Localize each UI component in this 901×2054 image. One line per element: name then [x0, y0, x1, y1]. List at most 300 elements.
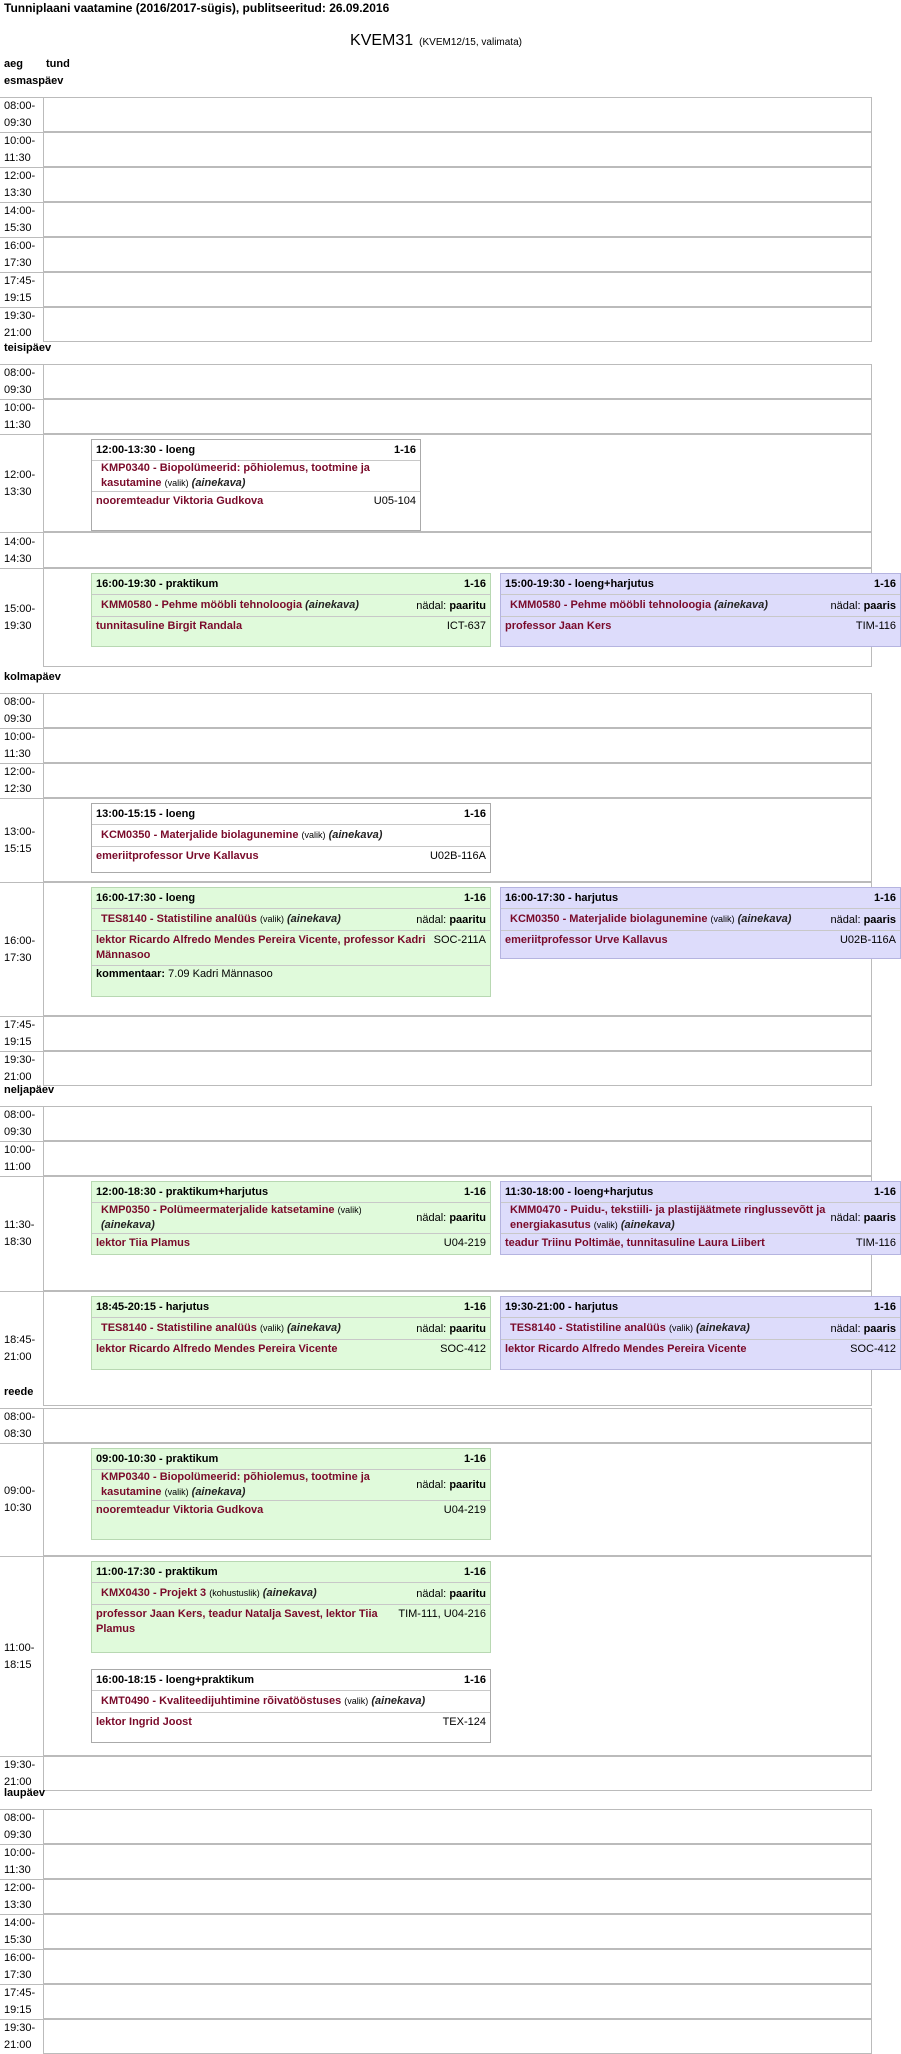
lesson-cell [43, 1177, 896, 1291]
course-code-name[interactable]: TES8140 - Statistiline analüüs [101, 1322, 257, 1334]
lesson-header [92, 440, 420, 460]
time-start: 19:30- [4, 1054, 36, 1066]
group-title [0, 32, 872, 50]
course-syllabus-link[interactable]: (ainekava) [620, 1219, 675, 1231]
lesson-course-row [92, 1690, 490, 1712]
lesson-teacher-room [501, 930, 900, 950]
teacher-names[interactable]: lektor Ingrid Joost [96, 1716, 192, 1728]
course-syllabus-link[interactable]: (ainekava) [714, 599, 768, 611]
course-link[interactable] [101, 598, 359, 613]
lesson-cell [43, 1409, 872, 1443]
time-slot-row [0, 1984, 872, 2019]
time-start: 08:00- [4, 1411, 36, 1423]
lesson-card[interactable] [500, 887, 901, 959]
time-range [4, 764, 35, 798]
time-slot-row [0, 1176, 896, 1291]
teacher-names[interactable]: emeriitprofessor Urve Kallavus [96, 850, 259, 862]
lesson-cell [43, 98, 872, 132]
room: TIM-111, U04-216 [398, 1608, 486, 1620]
lesson-time-type: 12:00-13:30 - loeng [96, 444, 196, 456]
time-slot-row [0, 237, 872, 272]
lesson-course-row [92, 824, 490, 846]
course-syllabus-link[interactable]: (ainekava) [696, 1322, 750, 1334]
lesson-cell [43, 1950, 872, 1984]
lesson-card[interactable] [500, 1296, 901, 1370]
lesson-time-type: 16:00-17:30 - loeng [96, 892, 196, 904]
course-code-name[interactable]: KMP0340 - Biopolümeerid: põhiolemus, tootmine ja kasutamine [101, 462, 370, 489]
time-start: 12:00- [4, 766, 36, 778]
course-syllabus-link[interactable]: (ainekava) [287, 913, 341, 925]
time-cell [0, 238, 43, 272]
course-link[interactable] [101, 1694, 425, 1709]
room: TIM-116 [855, 1237, 896, 1249]
lesson-time-type: 16:00-17:30 - harjutus [505, 892, 619, 904]
time-cell [0, 400, 43, 434]
time-end: 14:30 [4, 552, 32, 565]
time-start: 19:30- [4, 1759, 36, 1771]
lesson-teacher-room [92, 1712, 490, 1732]
time-slot-row [0, 1408, 872, 1443]
lesson-weeks: 1-16 [873, 1186, 896, 1198]
time-cell [0, 2020, 43, 2054]
lesson-cell [43, 1845, 872, 1879]
lesson-cell [43, 569, 896, 667]
lesson-time-type: 19:30-21:00 - harjutus [505, 1301, 619, 1313]
time-slot-row [0, 1016, 872, 1051]
time-end: 11:30 [4, 152, 31, 164]
lesson-time-type: 09:00-10:30 - praktikum [96, 1453, 219, 1465]
time-slot-row [0, 167, 872, 202]
time-end: 13:30 [4, 485, 32, 498]
time-end: 21:00 [4, 1351, 32, 1363]
lesson-cell [43, 799, 872, 882]
time-slot-row [0, 882, 896, 1016]
teacher-names[interactable]: lektor Ricardo Alfredo Mendes Pereira Vicente [505, 1343, 747, 1355]
time-slot-row [0, 1844, 872, 1879]
week-parity [831, 914, 896, 926]
time-end: 09:30 [4, 713, 32, 725]
time-range [4, 601, 35, 635]
day-heading: teisipäev [4, 342, 52, 354]
lesson-card[interactable] [500, 573, 901, 647]
week-parity-label: nädal: [416, 1322, 447, 1335]
column-header-time: aeg [4, 58, 23, 70]
time-cell [0, 435, 43, 532]
lesson-card[interactable] [91, 439, 421, 531]
time-slot-row [0, 1556, 872, 1756]
lesson-cell [43, 1017, 872, 1051]
room: U02B-116A [839, 934, 896, 946]
lesson-card[interactable] [91, 887, 491, 997]
time-slot-row [0, 1443, 872, 1556]
time-range [4, 365, 35, 399]
lesson-cell [43, 168, 872, 202]
time-cell [0, 799, 43, 882]
course-choice: (valik) [259, 1323, 284, 1333]
time-slot-row [0, 1141, 872, 1176]
course-link[interactable] [510, 598, 768, 613]
course-code-name[interactable]: KMP0350 - Polümeermaterjalide katsetamine [101, 1204, 335, 1216]
time-slot-row [0, 2019, 872, 2054]
lesson-cell [43, 883, 896, 1016]
time-start: 08:00- [4, 696, 36, 708]
time-range [4, 308, 35, 342]
teacher-names[interactable]: lektor Tiia Plamus [96, 1237, 190, 1249]
lesson-course-row [92, 1202, 490, 1233]
course-link[interactable] [101, 1586, 317, 1601]
time-start: 13:00- [4, 825, 36, 838]
lesson-course-row [92, 1582, 490, 1604]
lesson-time-type: 15:00-19:30 - loeng+harjutus [505, 578, 654, 590]
lesson-course-row [92, 1469, 490, 1500]
week-parity-label: nädal: [830, 1212, 861, 1224]
time-cell [0, 133, 43, 167]
course-syllabus-link[interactable]: (ainekava) [328, 829, 383, 841]
course-choice: (valik) [301, 830, 326, 840]
course-code-name[interactable]: KCM0350 - Materjalide biolagunemine [101, 829, 299, 841]
time-slot-row [0, 1106, 872, 1141]
lesson-time-type: 13:00-15:15 - loeng [96, 808, 196, 820]
course-link[interactable] [101, 461, 416, 491]
lesson-header [92, 1562, 490, 1582]
time-slot-row [0, 1291, 896, 1406]
course-choice: (valik) [668, 1323, 693, 1333]
time-slot-row [0, 132, 872, 167]
week-parity-label: nädal: [416, 1587, 447, 1600]
week-parity-value: paaritu [449, 599, 486, 612]
time-slot-row [0, 1879, 872, 1914]
lesson-course-row [92, 908, 490, 930]
week-parity [416, 1588, 486, 1600]
lesson-time-type: 11:00-17:30 - praktikum [96, 1566, 218, 1578]
teacher-names[interactable]: nooremteadur Viktoria Gudkova [96, 1504, 264, 1516]
week-parity-value: paaritu [449, 1212, 486, 1224]
lesson-card[interactable] [91, 1296, 491, 1370]
teacher-names[interactable]: tunnitasuline Birgit Randala [96, 620, 243, 632]
time-start: 16:00- [4, 240, 36, 252]
time-slot-row [0, 1756, 872, 1791]
time-range [4, 1142, 35, 1176]
course-syllabus-link[interactable]: (ainekava) [287, 1322, 341, 1334]
time-range [4, 1757, 35, 1791]
lesson-cell [43, 133, 872, 167]
week-parity-label: nädal: [416, 599, 447, 612]
lesson-cell [43, 1107, 872, 1141]
lesson-course-row [501, 1317, 900, 1339]
time-slot-row [0, 1809, 872, 1844]
lesson-teacher-room [92, 1604, 490, 1639]
lesson-cell [43, 273, 872, 307]
teacher-names[interactable]: lektor Ricardo Alfredo Mendes Pereira Vicente [96, 1343, 338, 1355]
lesson-card[interactable] [91, 1669, 491, 1743]
time-start: 08:00- [4, 1109, 36, 1121]
time-slot-row [0, 399, 872, 434]
time-end: 11:00 [4, 1161, 31, 1173]
lesson-cell [43, 533, 872, 568]
week-parity-value: paaris [863, 599, 896, 612]
time-end: 18:30 [4, 1236, 32, 1248]
room: TEX-124 [442, 1716, 486, 1728]
time-range [4, 1845, 35, 1879]
time-end: 21:00 [4, 1071, 32, 1083]
lesson-teacher-room [92, 616, 490, 636]
time-start: 19:30- [4, 310, 36, 322]
time-cell [0, 533, 43, 568]
week-parity-value: paaris [863, 1322, 896, 1335]
course-code-name[interactable]: KCM0350 - Materjalide biolagunemine [510, 913, 708, 925]
time-range [4, 1950, 35, 1984]
teacher-names[interactable]: teadur Triinu Poltimäe, tunnitasuline Laura Liibert [505, 1237, 765, 1249]
course-code-name[interactable]: TES8140 - Statistiline analüüs [510, 1322, 666, 1334]
lesson-weeks: 1-16 [463, 1453, 486, 1465]
lesson-weeks: 1-16 [873, 578, 896, 590]
time-start: 16:00- [4, 934, 36, 947]
time-start: 12:00- [4, 468, 36, 481]
course-choice: (valik) [344, 1696, 369, 1706]
time-end: 15:30 [4, 222, 32, 234]
course-link[interactable] [101, 828, 382, 843]
time-range [4, 400, 35, 434]
time-range [4, 238, 35, 272]
room: SOC-211A [433, 934, 486, 946]
time-end: 13:30 [4, 187, 32, 199]
lesson-weeks: 1-16 [393, 444, 416, 456]
time-start: 17:45- [4, 275, 36, 287]
course-syllabus-link[interactable]: (ainekava) [191, 477, 246, 489]
time-range [4, 933, 35, 967]
time-range [4, 1640, 34, 1674]
time-slot-row [0, 532, 872, 568]
time-end: 17:30 [4, 257, 32, 269]
time-end: 11:30 [4, 419, 31, 431]
lesson-cell [43, 2020, 872, 2054]
day-heading: reede [4, 1386, 34, 1398]
time-slot-row [0, 307, 872, 342]
lesson-cell [43, 1142, 872, 1176]
teacher-names[interactable]: nooremteadur Viktoria Gudkova [96, 495, 264, 507]
lesson-header [501, 888, 900, 908]
lesson-header [92, 804, 490, 824]
week-parity [831, 1212, 896, 1224]
group-subtitle: (KVEM12/15, valimata) [419, 37, 522, 48]
teacher-names[interactable]: lektor Ricardo Alfredo Mendes Pereira Vicente, professor Kadri Männasoo [96, 934, 426, 961]
lesson-card[interactable] [91, 573, 491, 647]
week-parity-value: paaritu [449, 1479, 486, 1491]
course-syllabus-link[interactable]: (ainekava) [191, 1486, 246, 1498]
time-cell [0, 1017, 43, 1051]
course-code-name[interactable]: KMT0490 - Kvaliteedijuhtimine rõivatööstuses [101, 1695, 342, 1707]
course-link[interactable] [510, 1321, 750, 1336]
course-choice: (kohustuslik) [209, 1588, 260, 1598]
time-cell [0, 1444, 43, 1556]
course-link[interactable] [101, 1470, 416, 1500]
time-slot-row [0, 763, 872, 798]
time-end: 11:30 [4, 748, 31, 760]
time-cell [0, 203, 43, 237]
lesson-weeks: 1-16 [873, 1301, 896, 1313]
week-parity-label: nädal: [416, 1479, 447, 1491]
time-cell [0, 1845, 43, 1879]
lesson-teacher-room [92, 1500, 490, 1520]
time-range [4, 1915, 35, 1949]
lesson-time-type: 16:00-18:15 - loeng+praktikum [96, 1674, 255, 1686]
time-slot-row [0, 728, 872, 763]
time-range [4, 467, 35, 501]
course-code-name[interactable]: KMM0580 - Pehme mööbli tehnoloogia [101, 599, 303, 611]
time-slot-row [0, 1949, 872, 1984]
time-start: 10:00- [4, 1144, 36, 1156]
time-slot-row [0, 1051, 872, 1086]
lesson-card[interactable] [91, 1561, 491, 1653]
time-slot-row [0, 202, 872, 237]
lesson-header [92, 1670, 490, 1690]
lesson-header [501, 574, 900, 594]
time-cell [0, 1052, 43, 1086]
time-start: 16:00- [4, 1952, 36, 1964]
time-cell [0, 1557, 43, 1756]
time-end: 09:30 [4, 117, 32, 129]
lesson-card[interactable] [91, 1448, 491, 1540]
course-choice: (valik) [593, 1220, 618, 1230]
time-end: 19:15 [4, 292, 32, 304]
time-cell [0, 1950, 43, 1984]
time-end: 09:30 [4, 384, 32, 396]
teacher-names[interactable]: emeriitprofessor Urve Kallavus [505, 934, 668, 946]
course-code-name[interactable]: KMP0340 - Biopolümeerid: põhiolemus, tootmine ja kasutamine [101, 1471, 370, 1498]
week-parity-label: nädal: [416, 913, 447, 926]
time-cell [0, 1142, 43, 1176]
course-code-name[interactable]: KMM0580 - Pehme mööbli tehnoloogia [510, 599, 712, 611]
lesson-card[interactable] [91, 803, 491, 873]
lesson-cell [43, 400, 872, 434]
lesson-cell [43, 435, 872, 532]
lesson-cell [43, 1052, 872, 1086]
time-start: 17:45- [4, 1019, 36, 1031]
course-link[interactable] [510, 1203, 831, 1233]
teacher-names[interactable]: professor Jaan Kers, teadur Natalja Savest, lektor Tiia Plamus [96, 1608, 378, 1635]
lesson-header [92, 574, 490, 594]
time-slot-row [0, 568, 896, 667]
lesson-course-row [501, 594, 900, 616]
column-header-lesson: tund [46, 58, 70, 70]
lesson-weeks: 1-16 [463, 892, 486, 904]
course-syllabus-link[interactable]: (ainekava) [371, 1695, 426, 1707]
time-end: 21:00 [4, 2039, 32, 2051]
time-end: 12:30 [4, 783, 32, 795]
course-syllabus-link[interactable]: (ainekava) [262, 1587, 317, 1599]
lesson-teacher-room [92, 930, 490, 965]
time-start: 18:45- [4, 1334, 36, 1346]
time-range [4, 1217, 34, 1251]
lesson-cell [43, 1810, 872, 1844]
course-choice: (valik) [710, 914, 735, 924]
time-start: 08:00- [4, 367, 36, 379]
time-range [4, 98, 35, 132]
week-parity [831, 1323, 896, 1335]
lesson-cell [43, 764, 872, 798]
time-range [4, 729, 35, 763]
week-parity-value: paaris [863, 1212, 896, 1224]
lesson-card[interactable] [500, 1181, 901, 1255]
lesson-teacher-room [92, 491, 420, 511]
time-cell [0, 569, 43, 667]
comment-text: 7.09 Kadri Männasoo [168, 968, 273, 980]
course-link[interactable] [101, 912, 341, 927]
time-end: 19:30 [4, 620, 32, 632]
week-parity [416, 600, 486, 612]
time-cell [0, 1409, 43, 1443]
time-end: 17:30 [4, 951, 32, 964]
time-range [4, 203, 35, 237]
course-code-name[interactable]: TES8140 - Statistiline analüüs [101, 913, 257, 925]
lesson-cell [43, 694, 872, 728]
time-start: 12:00- [4, 170, 36, 182]
time-slot-row [0, 693, 872, 728]
time-end: 17:30 [4, 1969, 32, 1981]
time-range [4, 133, 35, 167]
teacher-names[interactable]: professor Jaan Kers [505, 620, 612, 632]
lesson-course-row [92, 594, 490, 616]
time-end: 11:30 [4, 1864, 31, 1876]
time-cell [0, 694, 43, 728]
time-range [4, 2020, 35, 2054]
lesson-time-type: 18:45-20:15 - harjutus [96, 1301, 210, 1313]
page-title: Tunniplaani vaatamine (2016/2017-sügis), publitseeritud: 26.09.2016 [4, 1, 390, 15]
course-link[interactable] [101, 1321, 341, 1336]
time-start: 19:30- [4, 2022, 36, 2034]
time-end: 15:15 [4, 842, 32, 855]
time-start: 14:00- [4, 205, 36, 217]
lesson-teacher-room [501, 1233, 900, 1253]
time-range [4, 168, 35, 202]
week-parity-value: paaritu [449, 913, 486, 926]
time-slot-row [0, 434, 872, 532]
lesson-cell [43, 1444, 872, 1556]
time-slot-row [0, 364, 872, 399]
course-syllabus-link[interactable]: (ainekava) [305, 599, 359, 611]
time-end: 08:30 [4, 1428, 32, 1440]
lesson-card[interactable] [91, 1181, 491, 1255]
course-code-name[interactable]: KMX0430 - Projekt 3 [101, 1587, 207, 1599]
room: U04-219 [443, 1504, 486, 1516]
time-start: 10:00- [4, 731, 36, 743]
lesson-weeks: 1-16 [463, 1566, 486, 1578]
time-slot-row [0, 798, 872, 882]
lesson-header [92, 1297, 490, 1317]
lesson-time-type: 12:00-18:30 - praktikum+harjutus [96, 1186, 269, 1198]
time-start: 11:00- [4, 1641, 35, 1654]
time-cell [0, 764, 43, 798]
time-end: 19:15 [4, 1036, 32, 1048]
lesson-cell [43, 729, 872, 763]
lesson-time-type: 16:00-19:30 - praktikum [96, 578, 219, 590]
lesson-course-row [92, 1317, 490, 1339]
week-parity [416, 914, 486, 926]
time-range [4, 824, 35, 858]
time-start: 12:00- [4, 1882, 36, 1894]
time-range [4, 1052, 35, 1086]
course-link[interactable] [101, 1203, 416, 1233]
course-syllabus-link[interactable]: (ainekava) [737, 913, 792, 925]
course-syllabus-link[interactable]: (ainekava) [101, 1219, 155, 1231]
day-heading: laupäev [4, 1787, 45, 1799]
course-code-name[interactable]: KMM0470 - Puidu-, tekstiili- ja plastijäätmete ringlussevõtt ja energiakasutus [510, 1204, 826, 1231]
time-start: 14:00- [4, 535, 36, 548]
course-link[interactable] [510, 912, 791, 927]
time-cell [0, 883, 43, 1016]
time-range [4, 534, 35, 568]
lesson-weeks: 1-16 [463, 578, 486, 590]
